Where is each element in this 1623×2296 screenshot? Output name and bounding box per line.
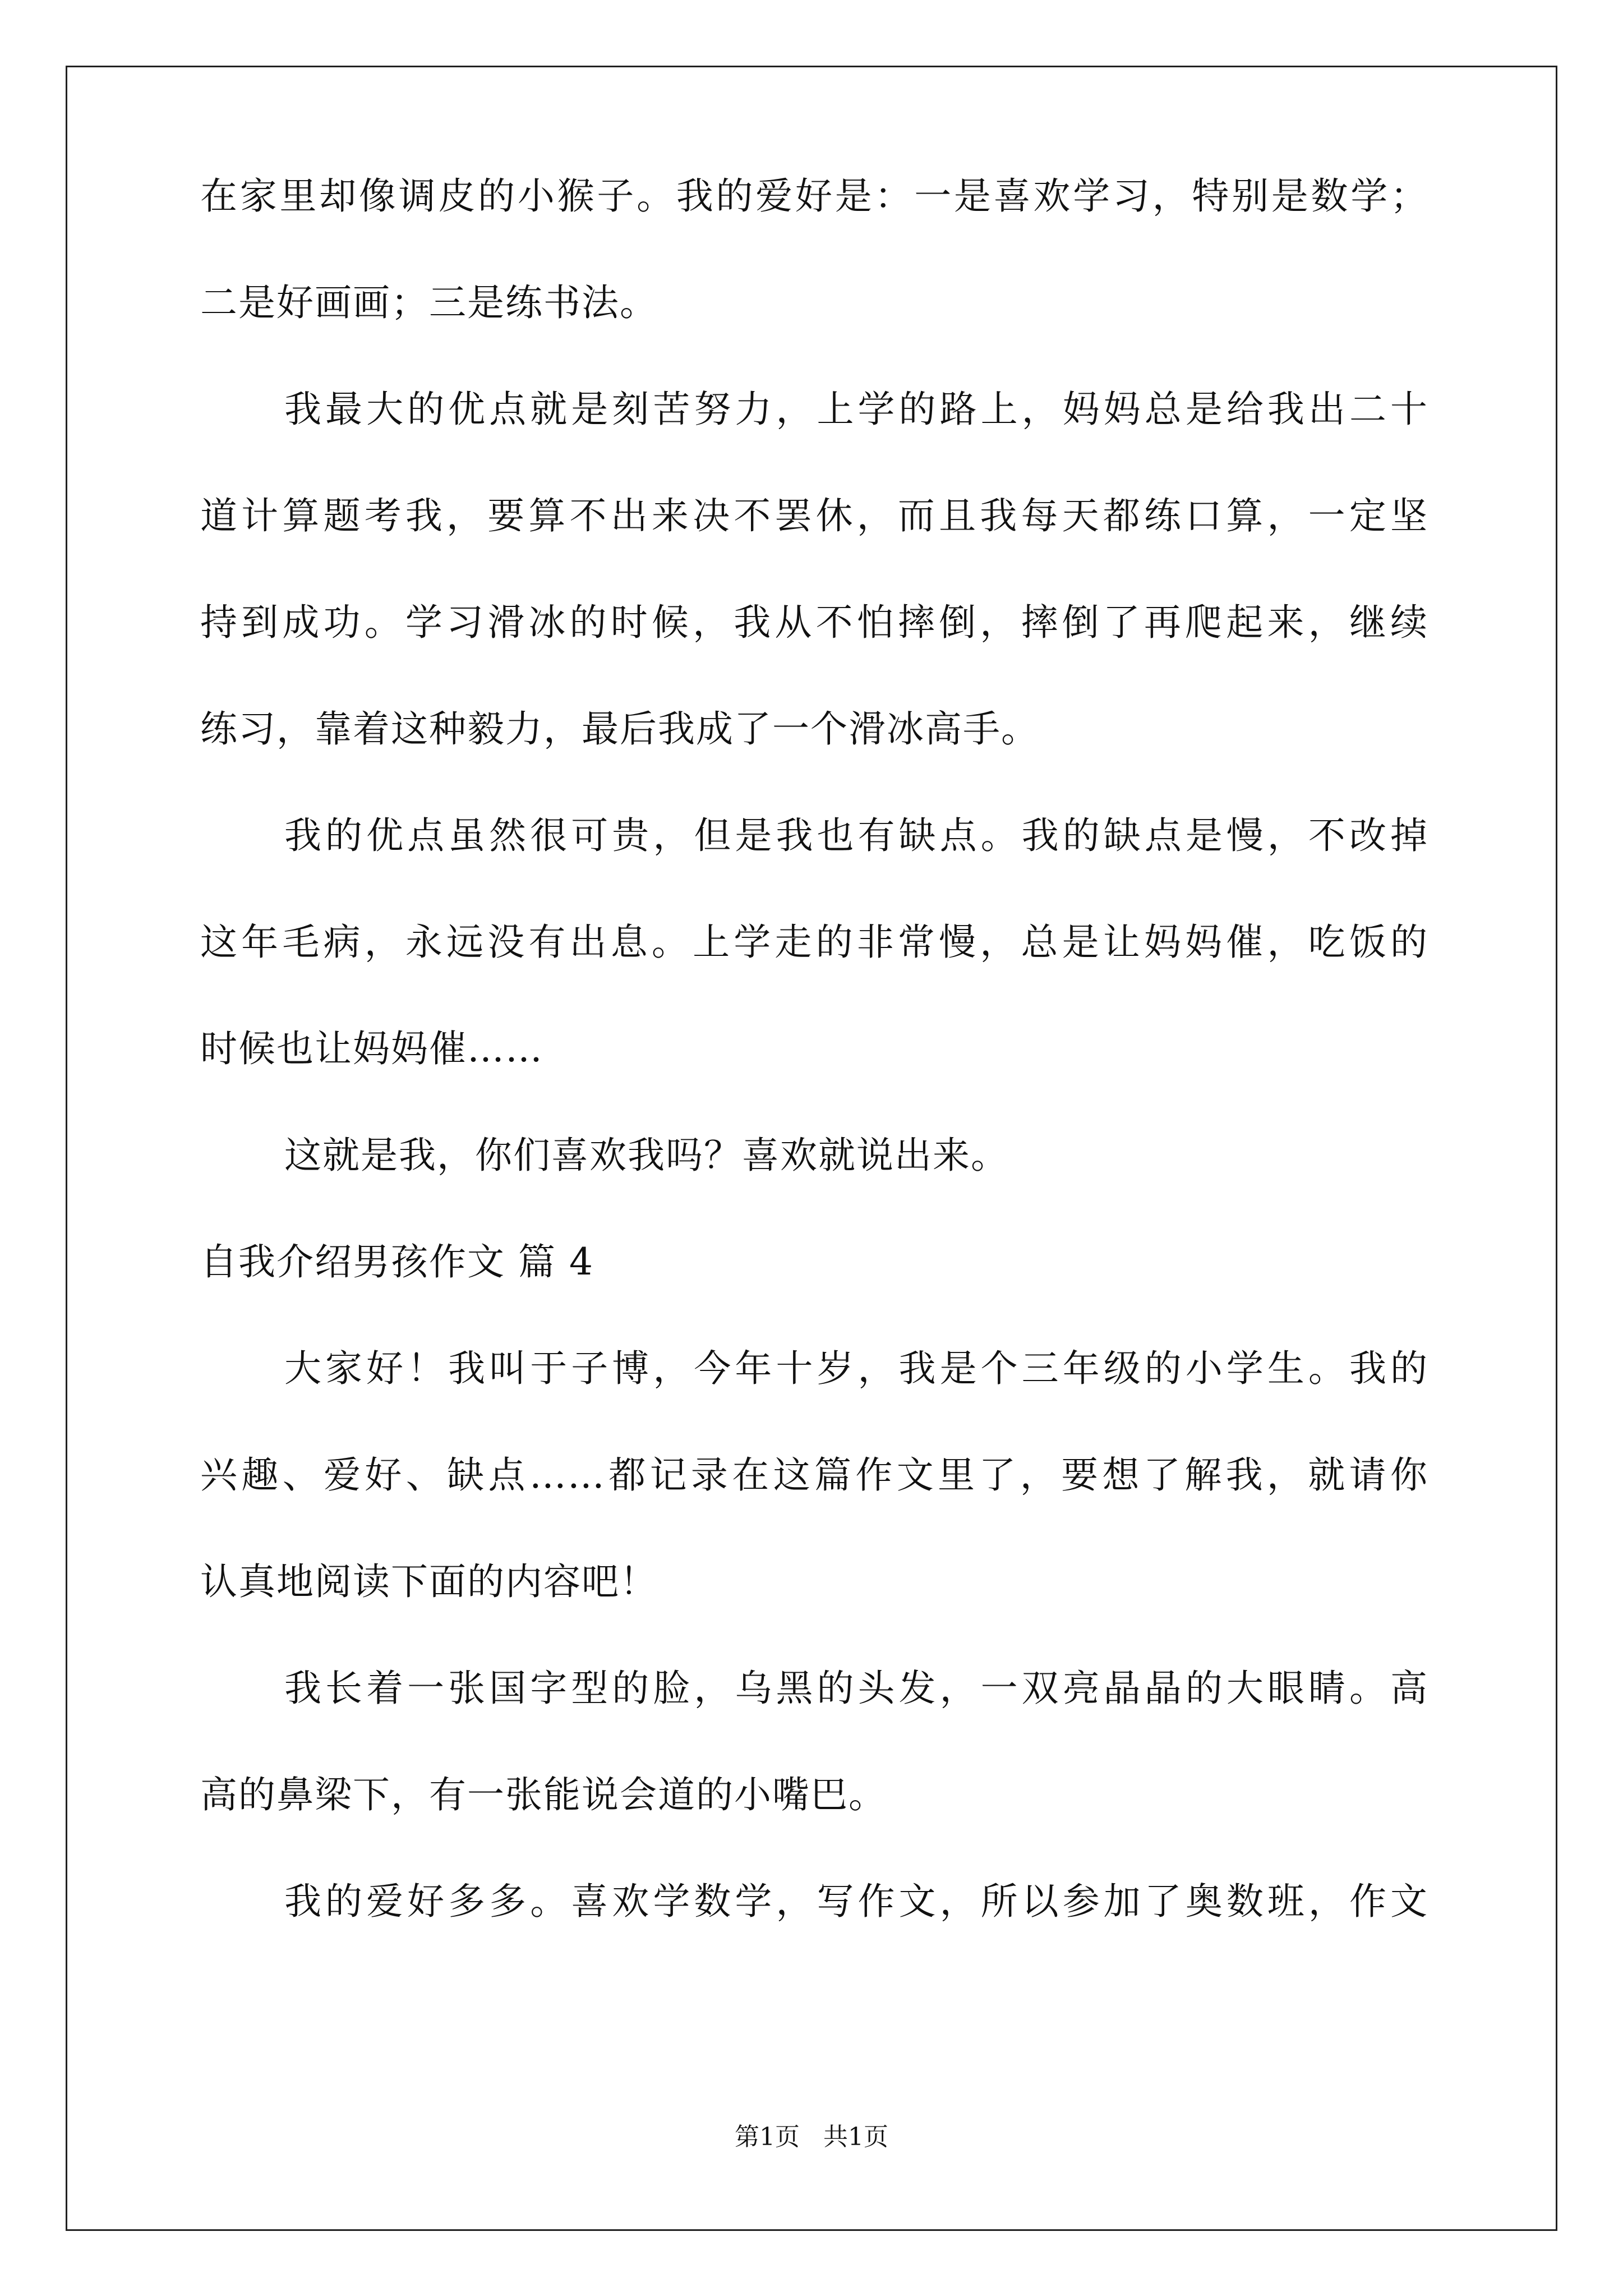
text-line: 时候也让妈妈催…… [200, 1027, 543, 1070]
paragraph-first-line: 我的爱好多多。喜欢学数学，写作文，所以参加了奥数班，作文 [284, 1880, 1428, 1923]
text-line: 认真地阅读下面的内容吧！ [200, 1560, 658, 1603]
paragraph-first-line: 我长着一张国字型的脸，乌黑的头发，一双亮晶晶的大眼睛。高 [284, 1667, 1428, 1710]
text-line: 在家里却像调皮的小猴子。我的爱好是：一是喜欢学习，特别是数学； [200, 174, 1428, 218]
text-line: 持到成功。学习滑冰的时候，我从不怕摔倒，摔倒了再爬起来，继续 [200, 601, 1428, 644]
paragraph-first-line: 我的优点虽然很可贵，但是我也有缺点。我的缺点是慢，不改掉 [284, 814, 1428, 857]
paragraph-first-line: 这就是我，你们喜欢我吗？喜欢就说出来。 [284, 1134, 1009, 1177]
text-line: 高的鼻梁下，有一张能说会道的小嘴巴。 [200, 1773, 887, 1816]
paragraph-first-line: 大家好！我叫于子博，今年十岁，我是个三年级的小学生。我的 [284, 1347, 1428, 1390]
text-line: 兴趣、爱好、缺点……都记录在这篇作文里了，要想了解我，就请你 [200, 1453, 1428, 1497]
paragraph-first-line: 我最大的优点就是刻苦努力，上学的路上，妈妈总是给我出二十 [284, 388, 1428, 431]
text-line: 练习，靠着这种毅力，最后我成了一个滑冰高手。 [200, 707, 1039, 751]
text-line: 道计算题考我，要算不出来决不罢休，而且我每天都练口算，一定坚 [200, 494, 1428, 537]
text-line: 这年毛病，永远没有出息。上学走的非常慢，总是让妈妈催，吃饭的 [200, 921, 1428, 964]
section-heading: 自我介绍男孩作文 篇 4 [200, 1240, 594, 1283]
text-line: 二是好画画；三是练书法。 [200, 281, 658, 324]
page-footer: 第1页 共1页 [735, 2123, 888, 2151]
